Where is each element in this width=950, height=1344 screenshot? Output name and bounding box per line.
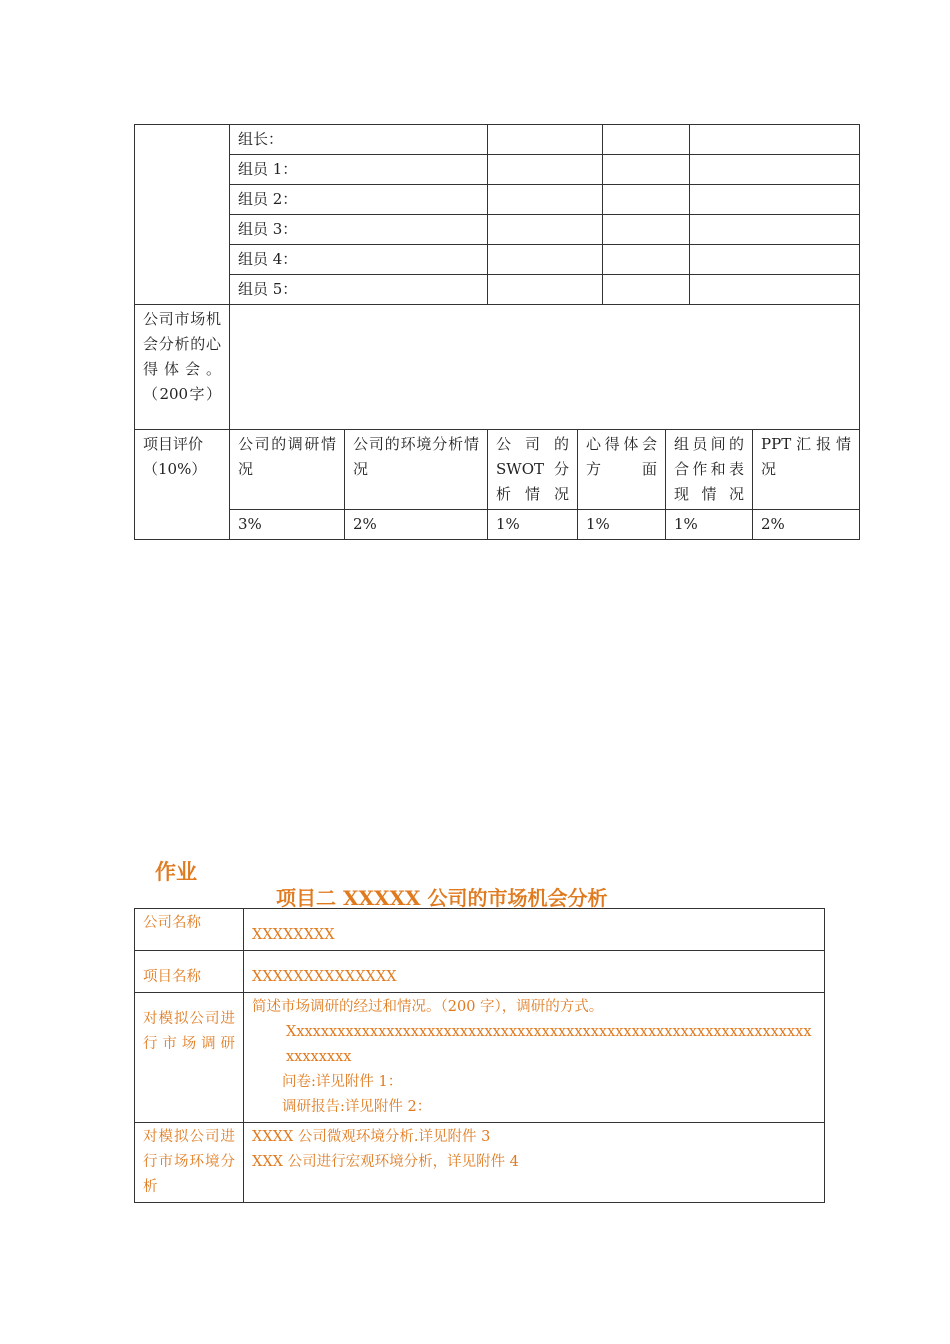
research-survey-line: 问卷:详见附件 1： (282, 1074, 403, 1090)
member-score-cell[interactable] (488, 215, 603, 245)
member-score-cell[interactable] (488, 155, 603, 185)
member-score-cell[interactable] (603, 185, 690, 215)
member-score-cell[interactable] (690, 155, 860, 185)
env-analysis-content[interactable] (244, 1123, 825, 1203)
homework-title: 项目二 XXXXX 公司的市场机会分析 (276, 886, 608, 910)
research-content[interactable] (244, 993, 825, 1123)
criterion-label: 心得体会方面 (578, 430, 666, 510)
member-score-cell[interactable] (603, 275, 690, 305)
research-label: 对模拟公司进行市场调研 (135, 993, 244, 1123)
project-name-value[interactable]: XXXXXXXXXXXXXX (244, 951, 825, 993)
criterion-weight: 2% (345, 510, 488, 540)
member-score-cell[interactable] (603, 215, 690, 245)
member-score-cell[interactable] (690, 215, 860, 245)
members-blank-cell (135, 125, 230, 305)
criterion-label: 公司的SWOT分析情况 (488, 430, 578, 510)
member-score-cell[interactable] (488, 185, 603, 215)
member-score-cell[interactable] (488, 125, 603, 155)
company-name-label: 公司名称 (135, 909, 244, 951)
reflection-content-cell[interactable] (230, 305, 860, 430)
evaluation-table (134, 124, 860, 540)
env-micro-line: XXXX 公司微观环境分析.详见附件 3 (252, 1129, 491, 1145)
company-name-value[interactable]: XXXXXXXX (244, 909, 825, 951)
member-score-cell[interactable] (690, 275, 860, 305)
homework-heading: 作业 (155, 860, 197, 884)
member-score-cell[interactable] (603, 245, 690, 275)
member-name-cell: 组员 5： (230, 275, 488, 305)
criterion-weight: 1% (578, 510, 666, 540)
member-score-cell[interactable] (690, 185, 860, 215)
criterion-label: 公司的调研情况 (230, 430, 345, 510)
project-eval-label: 项目评价（10%） (135, 430, 230, 540)
criterion-weight: 1% (488, 510, 578, 540)
criterion-label: 组员间的合作和表现情况 (666, 430, 753, 510)
member-score-cell[interactable] (690, 245, 860, 275)
reflection-label: 公司市场机会分析的心得体会。（200字） (135, 305, 230, 430)
criterion-weight: 2% (753, 510, 860, 540)
member-name-cell: 组员 2： (230, 185, 488, 215)
homework-table (134, 908, 825, 1203)
criterion-label: 公司的环境分析情况 (345, 430, 488, 510)
member-name-cell: 组员 4： (230, 245, 488, 275)
research-intro: 简述市场调研的经过和情况。（200 字），调研的方式。 (252, 999, 604, 1015)
env-analysis-label: 对模拟公司进行市场环境分析 (135, 1123, 244, 1203)
research-report-line: 调研报告:详见附件 2： (282, 1099, 432, 1115)
member-score-cell[interactable] (603, 125, 690, 155)
env-macro-line: XXX 公司进行宏观环境分析，详见附件 4 (252, 1154, 519, 1170)
member-score-cell[interactable] (488, 275, 603, 305)
criterion-weight: 3% (230, 510, 345, 540)
member-score-cell[interactable] (488, 245, 603, 275)
criterion-label: PPT汇报情况 (753, 430, 860, 510)
criterion-weight: 1% (666, 510, 753, 540)
member-score-cell[interactable] (603, 155, 690, 185)
member-name-cell: 组员 3： (230, 215, 488, 245)
member-score-cell[interactable] (690, 125, 860, 155)
research-placeholder-text: Xxxxxxxxxxxxxxxxxxxxxxxxxxxxxxxxxxxxxxxxxxxxxxxxxxxxxxxxxxxxxxxxxxxxxxxx (286, 1024, 812, 1065)
member-name-cell: 组员 1： (230, 155, 488, 185)
project-name-label: 项目名称 (135, 951, 244, 993)
member-name-cell: 组长： (230, 125, 488, 155)
